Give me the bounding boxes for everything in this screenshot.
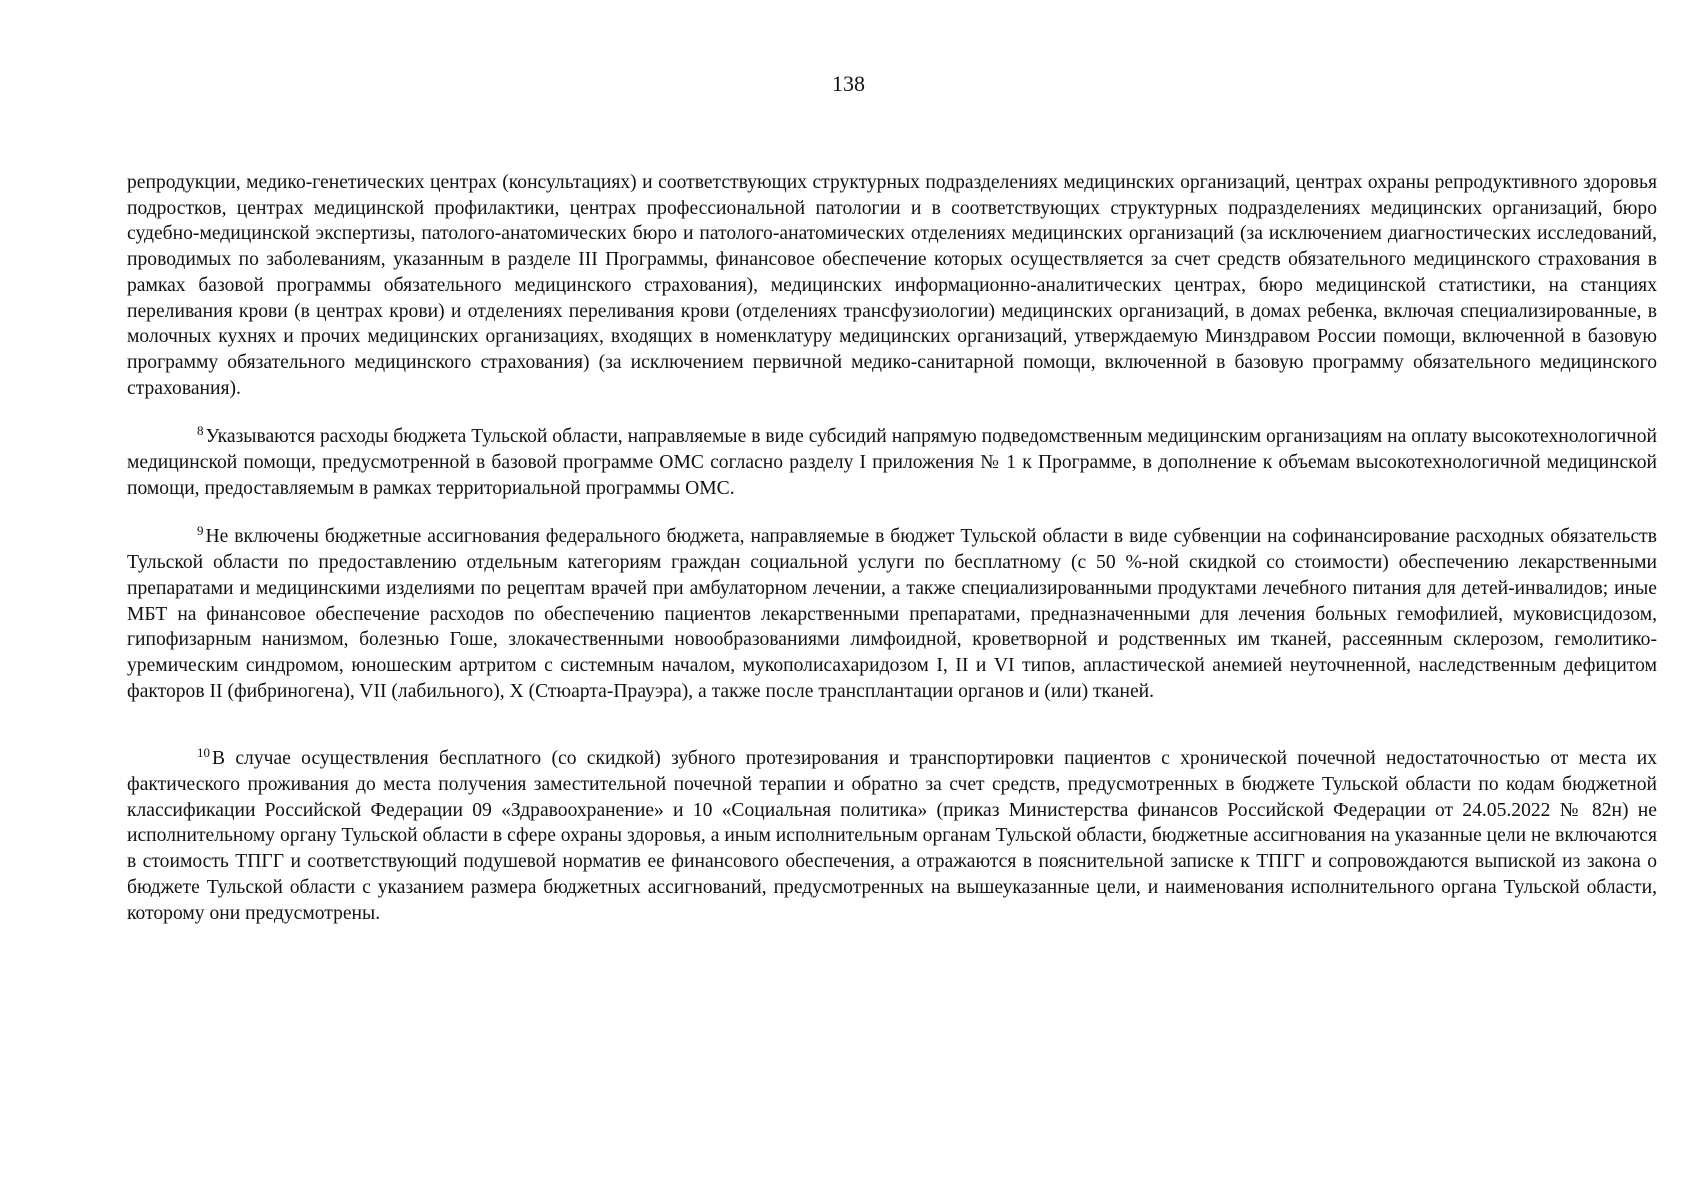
footnote-text: В случае осуществления бесплатного (со скидкой) зубного протезирования и транспортировки пациентов с хронической почечной недостаточностью от места их фактического проживания до места получения заместительной почечной терапии и обратно за счет средств, предусмотренных в бюджете Тульской области по кодам бюджетной классификации Российской Федерации 09 «Здравоохранение» и 10 «Социальная политика» (приказ Министерства финансов Российской Федерации от 24.05.2022 № 82н) не исполнительному органу Тульской области в сфере охраны здоровья, а иным исполнительным органам Тульской области, бюджетные ассигнования на указанные цели не включаются в стоимость ТПГГ и соответствующий подушевой норматив ее финансового обеспечения, а отражаются в пояснительной записке к ТПГГ и сопровождаются выпиской из закона о бюджете Тульской области с указанием размера бюджетных ассигнований, предусмотренных на вышеуказанные цели, и наименования исполнительного органа Тульской области, которому они предусмотрены. bbox=[127, 748, 1657, 924]
paragraph-text: репродукции, медико-генетических центрах (консультациях) и соответствующих структурных подразделениях медицинских организаций, центрах охраны репродуктивного здоровья подростков, центрах медицинской профилактики, центрах профессиональной патологии и в соответствующих структурных подразделениях медицинских организаций, бюро судебно-медицинской экспертизы, патолого-анатомических бюро и патолого-анатомических отделениях медицинских организаций (за исключением диагностических исследований, проводимых по заболеваниям, указанным в разделе III Программы, финансовое обеспечение которых осуществляется за счет средств обязательного медицинского страхования в рамках базовой программы обязательного медицинского страхования), медицинских информационно-аналитических центрах, бюро медицинской статистики, на станциях переливания крови (в центрах крови) и отделениях переливания крови (отделениях трансфузиологии) медицинских организаций, в домах ребенка, включая специализированные, в молочных кухнях и прочих медицинских организациях, входящих в номенклатуру медицинских организаций, утверждаемую Минздравом России помощи, включенной в базовую программу обязательного медицинского страхования) (за исключением первичной медико-санитарной помощи, включенной в базовую программу обязательного медицинского страхования). bbox=[127, 172, 1657, 399]
footnote-marker: 9 bbox=[197, 523, 204, 539]
footnote-text: Указываются расходы бюджета Тульской области, направляемые в виде субсидий напрямую подведомственным медицинским организациям на оплату высокотехнологичной медицинской помощи, предусмотренной в базовой программе ОМС согласно разделу I приложения № 1 к Программе, в дополнение к объемам высокотехнологичной медицинской помощи, предоставляемым в рамках территориальной программы ОМС. bbox=[127, 426, 1657, 499]
footnote-9 bbox=[127, 524, 1657, 704]
paragraph-continuation bbox=[127, 170, 1657, 401]
footnote-marker: 8 bbox=[197, 423, 204, 439]
document-body bbox=[127, 170, 1657, 926]
footnote-marker: 10 bbox=[197, 745, 210, 761]
page-number: 138 bbox=[832, 71, 865, 96]
footnote-10 bbox=[127, 746, 1657, 926]
footnote-text: Не включены бюджетные ассигнования федерального бюджета, направляемые в бюджет Тульской области в виде субвенции на софинансирование расходных обязательств Тульской области по предоставлению отдельным категориям граждан социальной услуги по бесплатному (с 50 %-ной скидкой со стоимости) обеспечению лекарственными препаратами и медицинскими изделиями по рецептам врачей при амбулаторном лечении, а также специализированными продуктами лечебного питания для детей-инвалидов; иные МБТ на финансовое обеспечение расходов по обеспечению пациентов лекарственными препаратами, предназначенными для лечения больных гемофилией, муковисцидозом, гипофизарным нанизмом, болезнью Гоше, злокачественными новообразованиями лимфоидной, кроветворной и родственных им тканей, рассеянным склерозом, гемолитико-уремическим синдромом, юношеским артритом с системным началом, мукополисахаридозом I, II и VI типов, апластической анемией неуточненной, наследственным дефицитом факторов II (фибриногена), VII (лабильного), X (Стюарта-Прауэра), а также после трансплантации органов и (или) тканей. bbox=[127, 526, 1657, 702]
footnote-8 bbox=[127, 424, 1657, 501]
